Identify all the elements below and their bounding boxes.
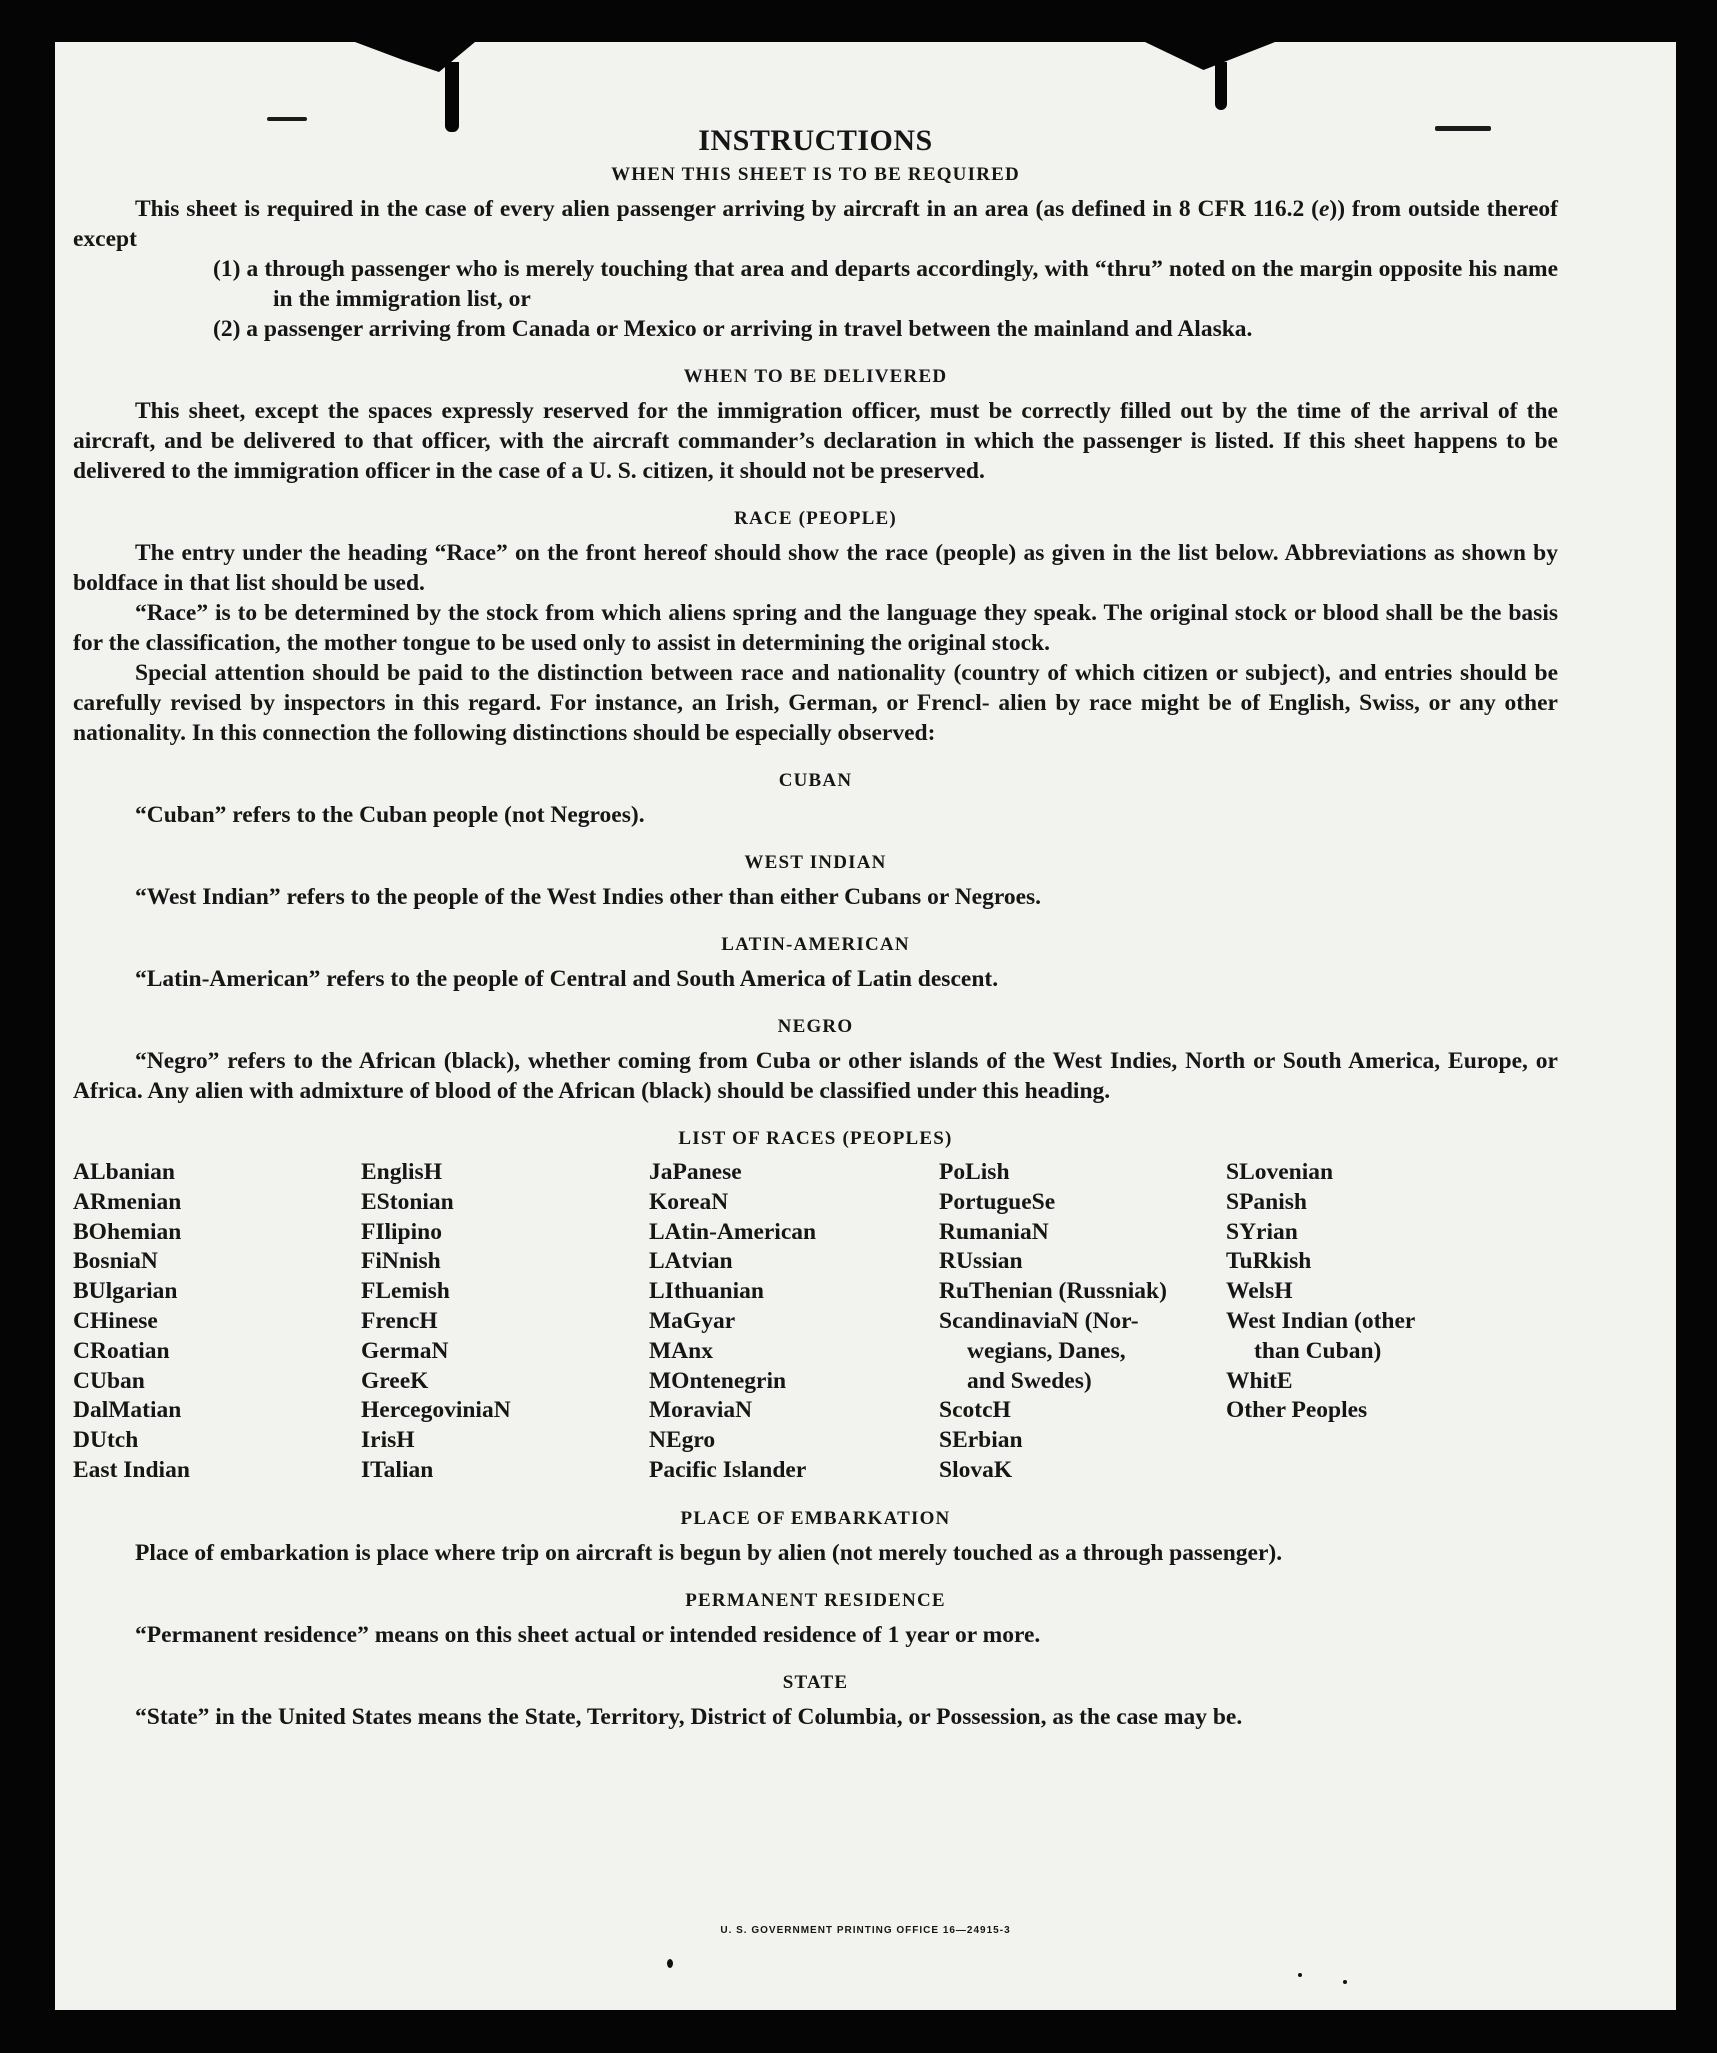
race-entry: DUtch [73,1427,139,1454]
race-entry: ARmenian [73,1188,182,1215]
races-column [73,1158,361,1486]
race-entry: RUssian [939,1248,1023,1275]
when-required-item-2: (2) a passenger arriving from Canada or Mexico or arriving in travel between the mainland and Alaska. [213,316,1253,342]
race-entry: FIlipino [361,1218,442,1245]
race-entry: RumaniaN [939,1218,1049,1245]
cuban-body: “Cuban” refers to the Cuban people (not Negroes). [135,802,645,828]
race-entry: EnglisH [361,1159,442,1185]
race-paragraph-1: The entry under the heading “Race” on the front hereof should show the race (people) as given in the list below. Abbreviations as shown by boldface in that list should be used. [73,540,1558,596]
race-entry: BUlgarian [73,1278,178,1305]
race-entry: DalMatian [73,1397,182,1424]
race-entry: and Swedes) [967,1367,1092,1394]
ink-dot [1343,1980,1347,1984]
race-entry: LAtvian [649,1248,733,1275]
section-heading-state: STATE [782,1671,849,1693]
race-entry: PortugueSe [939,1188,1056,1215]
race-entry: CRoatian [73,1337,170,1364]
race-entry: ITalian [361,1456,434,1483]
race-entry: ALbanian [73,1159,175,1185]
race-entry: CUban [73,1367,145,1394]
race-paragraph-3: Special attention should be paid to the distinction between race and nationality (country of which citizen or subject), and entries should be carefully revised by inspectors in this regard. For instance, an Irish, German, or Frencl‑ alien by race might be of English, Swiss, or any other nationality. In this connection the following distinctions should be especially observed: [73,660,1558,746]
section-heading-west-indian: WEST INDIAN [744,852,887,873]
races-column [939,1158,1226,1486]
state-body: “State” in the United States means the State, Territory, District of Columbia, or Possession, as the case may be. [135,1703,1243,1730]
race-entry: BOhemian [73,1218,182,1245]
instructions-content [73,124,1558,1732]
printing-office-footer: U. S. GOVERNMENT PRINTING OFFICE 16—24915-3 [720,1925,1011,1936]
race-entry: ScotcH [939,1397,1011,1424]
race-entry: IrisH [361,1427,415,1454]
races-column [361,1158,649,1486]
negro-body: “Negro” refers to the African (black), whether coming from Cuba or other islands of the West Indies, North or South America, Europe, or Africa. Any alien with admixture of blood of the African (black) should be classified under this heading. [73,1048,1558,1104]
race-entry: MaGyar [649,1307,736,1334]
when-required-item-1: (1) a through passenger who is merely touching that area and departs accordingly, with “thru” noted on the margin opposite his name in the immigration list, or [213,256,1558,312]
section-heading-negro: NEGRO [777,1016,854,1037]
race-entry: SLovenian [1226,1159,1334,1185]
race-entry: Other Peoples [1226,1397,1368,1424]
race-entry: TuRkish [1226,1248,1312,1275]
race-entry: EStonian [361,1188,454,1215]
race-entry: NEgro [649,1427,716,1454]
race-entry: than Cuban) [1254,1337,1382,1364]
race-entry: GermaN [361,1337,449,1364]
race-entry: KoreaN [649,1188,729,1215]
race-paragraph-2: “Race” is to be determined by the stock from which aliens spring and the language they speak. The original stock or blood shall be the basis for the classification, the mother tongue to be used only to assist in determining the original stock. [73,600,1558,656]
latin-american-body: “Latin-American” refers to the people of Central and South America of Latin descent. [135,966,999,992]
ink-dot [1298,1973,1302,1977]
races-list [73,1158,1558,1486]
races-column [1226,1158,1516,1486]
race-entry: LAtin-American [649,1218,817,1245]
race-entry: SYrian [1226,1218,1298,1245]
race-entry: wegians, Danes, [967,1337,1126,1364]
west-indian-body: “West Indian” refers to the people of the West Indies other than either Cubans or Negroes. [135,884,1042,910]
race-entry: MOntenegrin [649,1367,787,1394]
race-entry: FiNnish [361,1248,441,1275]
ink-dot [667,1959,673,1968]
section-heading-list-of-races: LIST OF RACES (PEOPLES) [678,1128,953,1149]
race-entry: SPanish [1226,1188,1307,1215]
section-heading-residence: PERMANENT RESIDENCE [685,1589,946,1611]
torn-edge [1145,42,1275,70]
race-entry: MoraviaN [649,1397,753,1424]
race-entry: FrencH [361,1307,438,1334]
race-entry: WelsH [1226,1278,1293,1305]
section-heading-when-required: WHEN THIS SHEET IS TO BE REQUIRED [611,164,1020,185]
race-entry: PoLish [939,1159,1010,1185]
section-heading-cuban: CUBAN [778,770,853,791]
race-entry: CHinese [73,1307,158,1334]
section-heading-race: RACE (PEOPLE) [734,508,897,529]
document-page [55,42,1676,2010]
race-entry: MAnx [649,1337,713,1364]
race-entry: SlovaK [939,1456,1013,1483]
race-entry: GreeK [361,1367,429,1394]
race-entry: FLemish [361,1278,450,1305]
when-delivered-body: This sheet, except the spaces expressly reserved for the immigration officer, must be correctly filled out by the time of the arrival of the aircraft, and be delivered to that officer, with the aircraft commander’s declaration in which the passenger is listed. If this sheet happens to be delivered to the immigration officer in the case of a U. S. citizen, it should not be preserved. [73,398,1558,484]
ink-mark [267,117,307,121]
page-title: INSTRUCTIONS [698,124,933,157]
section-heading-latin-american: LATIN-AMERICAN [721,934,910,955]
race-entry: SErbian [939,1427,1023,1454]
race-entry: RuThenian (Russniak) [939,1278,1167,1305]
race-entry: HercegoviniaN [361,1397,511,1424]
torn-edge [445,62,459,132]
race-entry: BosniaN [73,1248,158,1275]
when-required-intro: This sheet is required in the case of every alien passenger arriving by aircraft in an area (as defined in 8 CFR 116.2 (e)) from outside thereof except [73,196,1558,252]
race-entry: WhitE [1226,1367,1293,1394]
race-entry: Pacific Islander [649,1456,807,1483]
race-entry: LIthuanian [649,1278,764,1305]
section-heading-when-delivered: WHEN TO BE DELIVERED [683,366,948,387]
race-entry: West Indian (other [1226,1307,1416,1334]
torn-edge [1215,62,1227,110]
section-heading-embarkation: PLACE OF EMBARKATION [680,1507,951,1529]
race-entry: East Indian [73,1456,190,1483]
embarkation-body: Place of embarkation is place where trip on aircraft is begun by alien (not merely touched as a through passenger). [135,1539,1283,1566]
race-entry: ScandinaviaN (Nor- [939,1307,1139,1334]
residence-body: “Permanent residence” means on this sheet actual or intended residence of 1 year or more. [135,1621,1041,1648]
races-column [649,1158,939,1486]
race-entry: JaPanese [649,1159,742,1185]
